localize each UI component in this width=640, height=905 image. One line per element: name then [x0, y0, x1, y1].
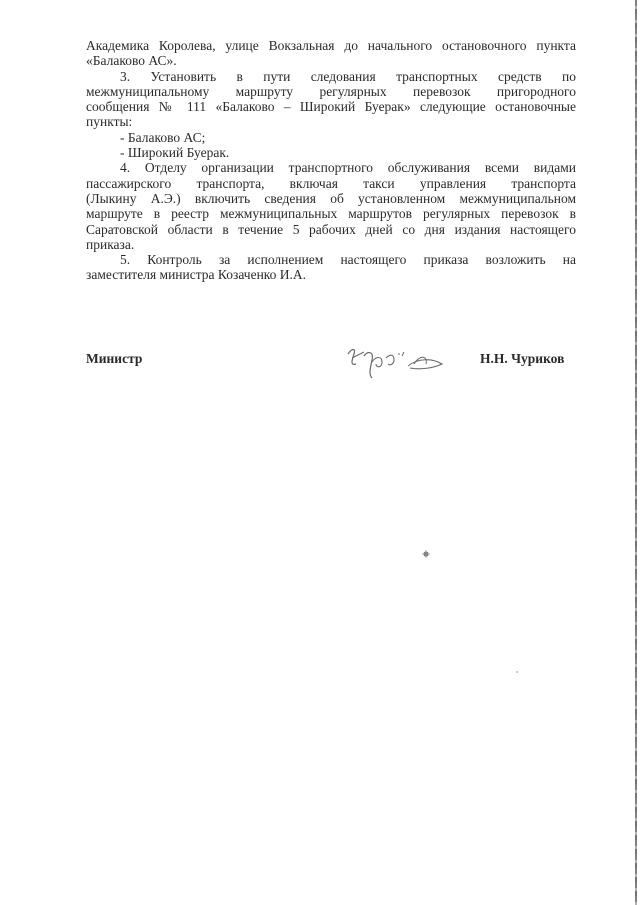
text-line: Академика Королева, улице Вокзальная до начального остановочного пункта [86, 38, 576, 53]
text-line: заместителя министра Козаченко И.А. [86, 267, 307, 283]
paragraph-numbered [86, 69, 576, 130]
text-line: приказа. [86, 236, 135, 252]
scan-mark [421, 549, 431, 559]
paragraph-numbered [86, 252, 576, 283]
paragraph-numbered [86, 160, 576, 252]
text-line: межмуниципальному маршруту регулярных перевозок пригородного [86, 83, 576, 99]
text-line: сообщения № 111 «Балаково – Широкий Буерак» следующие остановочные [86, 99, 576, 115]
text-line: 5. Контроль за исполнением настоящего приказа возложить на [120, 252, 576, 268]
paragraph-item [86, 145, 576, 160]
paragraph-continuation [86, 38, 576, 69]
text-line: пассажирского транспорта, включая такси управления транспорта [86, 175, 576, 191]
text-line: «Балаково АС». [86, 53, 177, 69]
scan-border-artifact [635, 0, 637, 905]
text-line: Саратовской области в течение 5 рабочих дней со дня издания настоящего [86, 221, 576, 237]
scan-speck [516, 671, 518, 673]
paragraph-item [86, 130, 576, 145]
signatory-role: Министр [86, 351, 143, 366]
text-line: - Балаково АС; [120, 129, 206, 145]
handwritten-signature [342, 344, 452, 384]
text-line: - Широкий Буерак. [120, 145, 230, 161]
text-line: маршруте в реестр межмуниципальных маршрутов регулярных перевозок в [86, 206, 576, 222]
document-body [86, 38, 576, 283]
signatory-name: Н.Н. Чуриков [480, 351, 565, 366]
text-line: 3. Установить в пути следования транспортных средств по [120, 68, 576, 84]
text-line: пункты: [86, 114, 133, 130]
text-line: (Лыкину А.Э.) включить сведения об установленном межмуниципальном [86, 190, 576, 206]
text-line: 4. Отделу организации транспортного обслуживания всеми видами [120, 160, 576, 176]
